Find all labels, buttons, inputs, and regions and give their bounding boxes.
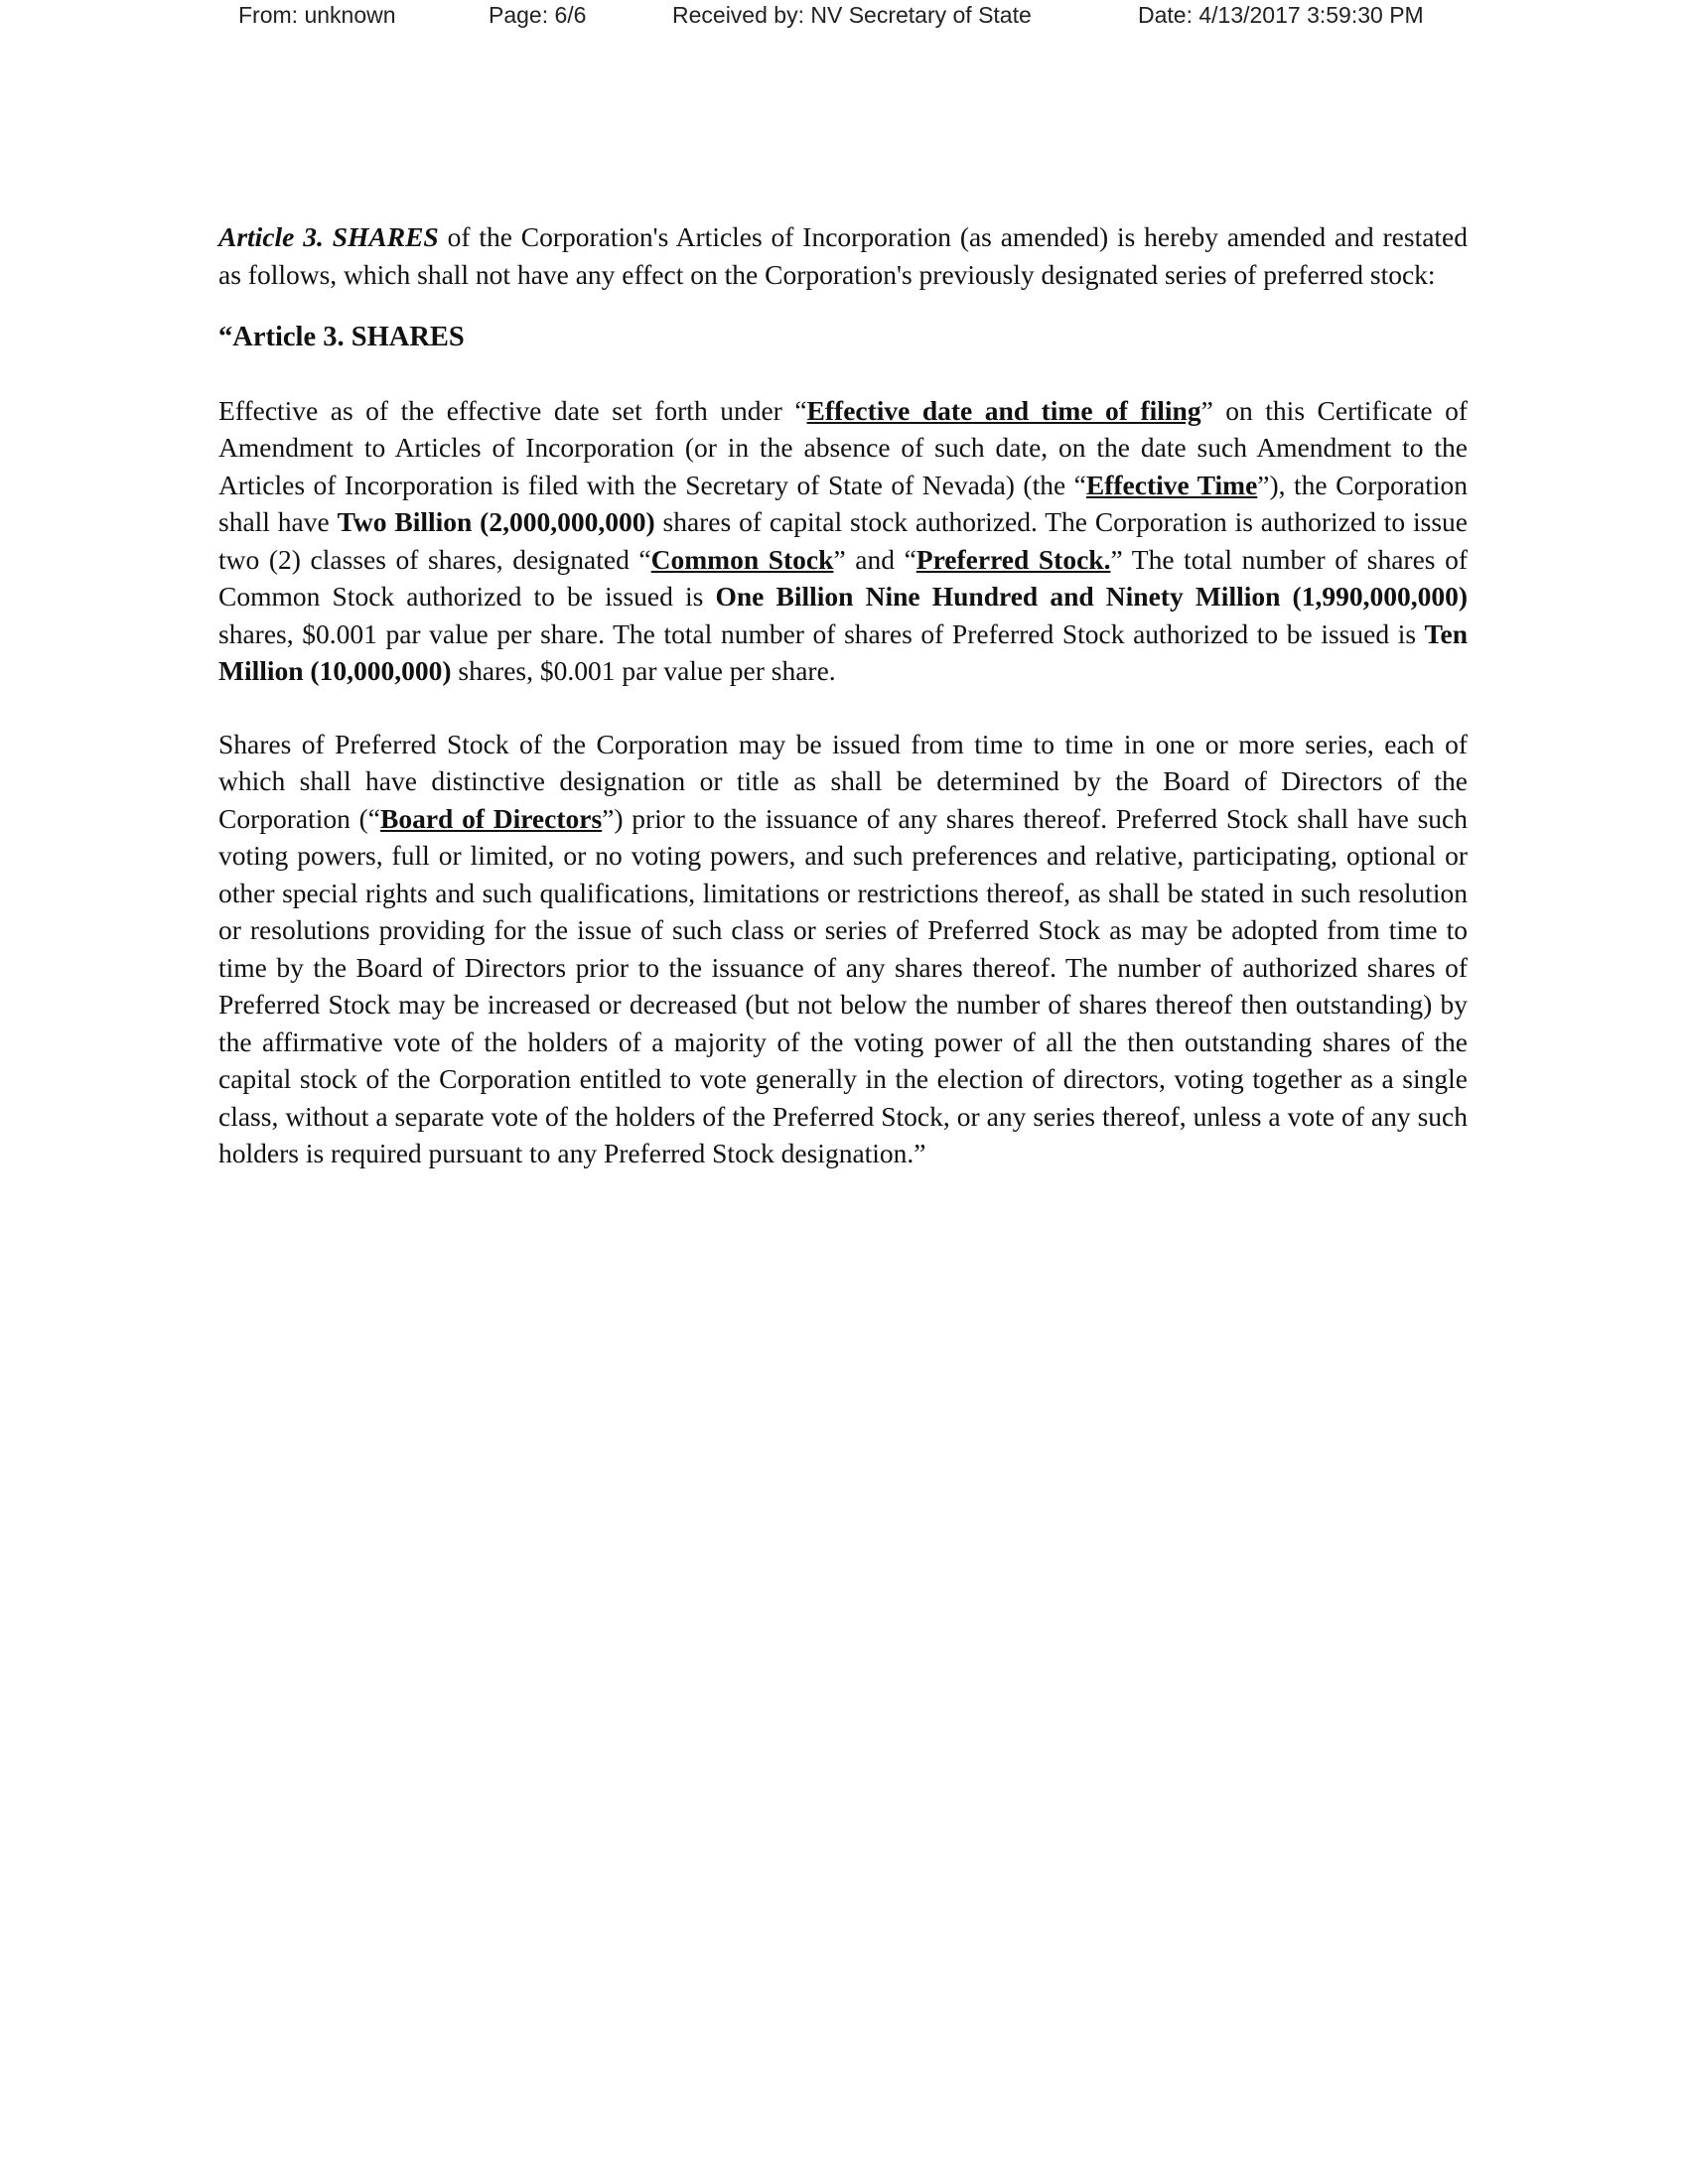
fax-date: Date: 4/13/2017 3:59:30 PM (1138, 2, 1424, 28)
shares-authorization-paragraph (218, 392, 1468, 690)
article-heading: “Article 3. SHARES (218, 322, 465, 352)
para2-text-2: ”) prior to the issuance of any shares thereof. Preferred Stock shall have such voting powers, full or limited, or no voting powers, and such preferences and relative, participating, optional or other special rights and such qualifications, limitations or restrictions thereof, as shall be stated in such resolution or resolutions providing for the issue of such class or series of Preferred Stock as may be adopted from time to time by the Board of Directors prior to the issuance of any shares thereof. The number of authorized shares of Preferred Stock may be increased or decreased (but not below the number of shares thereof then outstanding) by the affirmative vote of the holders of a majority of the voting power of all the then outstanding shares of the capital stock of the Corporation entitled to vote generally in the election of directors, voting together as a single class, without a separate vote of the holders of the Preferred Stock, or any series thereof, unless a vote of any such holders is required pursuant to any Preferred Stock designation.” (218, 802, 1468, 1168)
document-body (218, 218, 1468, 1172)
fax-header (0, 0, 1688, 36)
total-authorized-shares: Two Billion (2,000,000,000) (337, 506, 655, 537)
intro-paragraph (218, 218, 1468, 293)
intro-text: of the Corporation's Articles of Incorporation (as amended) is hereby amended and restated as follows, which shall not have any effect on the Corporation's previously designated series of preferred stock: (218, 221, 1469, 290)
defined-term-board-of-directors: Board of Directors (380, 802, 603, 834)
para1-text-7: shares, $0.001 par value per share. The total number of shares of Preferred Stock authorized to be issued is (218, 617, 1425, 649)
para1-text-2: ” on this Certificate of Amendment to Articles of Incorporation (or in the absence of such date, on the date such Amendment to the Articles of Incorporation is filed with the Secretary of State of Nevada) (the “ (218, 394, 1468, 500)
preferred-authorized-shares: Ten Million (10,000,000) (218, 617, 1468, 686)
fax-received-by: Received by: NV Secretary of State (672, 2, 1032, 28)
para1-text-5: ” and “ (833, 543, 916, 575)
common-authorized-shares: One Billion Nine Hundred and Ninety Million (1,990,000,000) (715, 581, 1468, 612)
fax-page-number: Page: 6/6 (489, 2, 587, 28)
preferred-stock-paragraph (218, 726, 1468, 1172)
defined-term-effective-time: Effective Time (1085, 469, 1258, 500)
fax-from: From: unknown (238, 2, 396, 28)
para1-text-8: shares, $0.001 par value per share. (451, 655, 836, 686)
para1-text-4: shares of capital stock authorized. The Corporation is authorized to issue two (2) classes of shares, designated “ (218, 506, 1468, 575)
para1-text-1: Effective as of the effective date set forth under “ (218, 394, 807, 426)
para1-text-3: ”), the Corporation shall have (218, 469, 1468, 537)
para2-text-1: Shares of Preferred Stock of the Corporation may be issued from time to time in one or more series, each of which shall have distinctive designation or title as shall be determined by the Board of Directors of the Corporation (“ (218, 728, 1468, 834)
defined-term-preferred-stock: Preferred Stock. (915, 543, 1111, 575)
para1-text-6: ” The total number of shares of Common Stock authorized to be issued is (218, 543, 1469, 612)
article-name: SHARES (332, 221, 439, 252)
article-label: Article 3. (218, 221, 324, 252)
defined-term-common-stock: Common Stock (650, 543, 834, 575)
defined-term-effective-date: Effective date and time of filing (806, 394, 1201, 426)
